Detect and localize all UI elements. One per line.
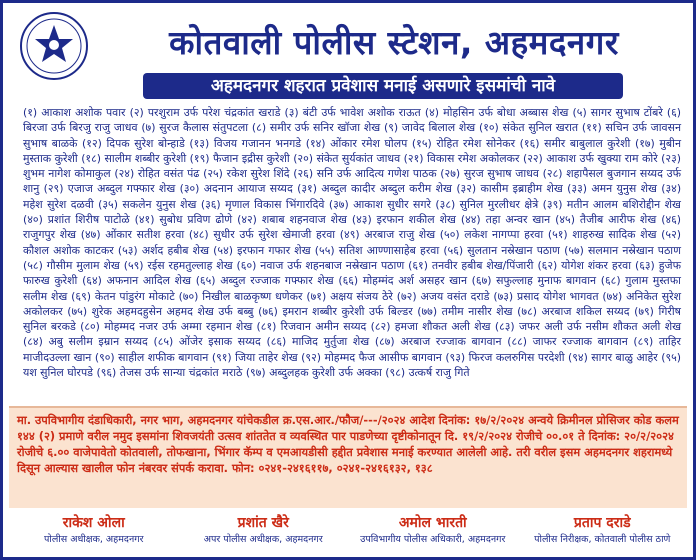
list-item: (६४) अफनान आदिल शेख <box>82 274 191 288</box>
notice-text: मा. उपविभागीय दंडाधिकारी, नगर भाग, अहमदनगर यांचेकडील क्र.एस.आर./फौज/---/२०२४ आदेश दिनांक: १७/२/२०२४ अन्वये क्रिमीनल प्रोसिजर कोड कलम १४४ (२) प्रमाणे वरील नमुद इसमांना शिवजयंती उत्सव शांततेत व व्यवस्थित पार पाडणेच्या दृष्टीकोनातून दि. १९/२/२०२४ रोजीचे ००.०१ ते दिनांक: २०/२/२०२४ रोजीचे ६.०० वाजेपावेतो कोतवाली, तोफखाना, भिंगार कॅम्प व एमआयडीसी हद्दीत प्रवेशास मनाई करण्यात आलेली आहे. तरी वरील इसम अहमदनगर शहरामध्ये दिसून आल्यास खालील फोन नंबरवर संपर्क करावा. फोन: ०२४१-२४१६११७, ०२४१-२४१६१३२, १३८ <box>9 406 687 508</box>
subtitle-banner: अहमदनगर शहरात प्रवेशास मनाई असणारे इसमांची नावे <box>143 73 623 99</box>
list-item: (९) जावेद बिलाल शेख <box>383 121 476 135</box>
list-item: (१७) मुबीन मुस्ताक कुरेशी <box>23 136 681 165</box>
list-item: (३५) सकलेन युनुस शेख <box>98 197 197 211</box>
list-item: (५९) रईस रहमतुल्लाह शेख <box>123 258 233 272</box>
list-item: (१४) ओंकार रमेश घोलप <box>305 136 408 150</box>
signatures <box>9 513 687 557</box>
header <box>9 9 693 69</box>
list-item: (४२) शबाब शहनवाज शेख <box>237 213 347 227</box>
list-item: (६९) केतन पांडुरंग मोकाटे <box>71 289 175 303</box>
list-item: (२) परशुराम उर्फ परेश चंद्रकांत खराडे <box>129 106 281 119</box>
list-item: (६६) मोहम्मंद अर्श असहर खान <box>338 274 467 288</box>
list-item: (४५) तैजीब आरीफ शेख <box>555 213 657 227</box>
list-item: (८) समीर उर्फ सनिर खॉजा शेख <box>251 121 381 135</box>
signatory-name: प्रशांत खैरे <box>237 515 289 531</box>
signature-block <box>353 513 513 557</box>
signature-block <box>183 513 343 557</box>
list-item: (८८) जाफर रज्जाक बागवान <box>507 335 628 349</box>
signatory-name: अमोल भारती <box>398 515 467 531</box>
list-item: (४४) तहा अन्वर खान <box>460 213 551 227</box>
list-item: (४६) राजुगपुर शेख <box>23 213 682 242</box>
list-item: (५७) सलमान नस्रेखान पठाण <box>564 243 681 257</box>
list-item: (११) सचिन उर्फ जावसन सुभाष बाळके <box>23 121 681 150</box>
list-item: (७६) इमरान शब्बीर कुरेशी उर्फ बिल्डर <box>258 304 413 318</box>
list-item: (६५) अब्दुल रज्जाक गफ्फार शेख <box>195 274 334 288</box>
signature-block <box>14 513 174 557</box>
list-item: (८९) ताहिर माजीदउल्ला खान <box>23 335 681 364</box>
list-item: (४१) सुबोध प्रविण ढोणे <box>134 213 233 227</box>
signatory-name: राकेश ओला <box>62 515 125 531</box>
list-item: (२०) संकेत सुर्यकांत जाधव <box>293 151 401 165</box>
list-item: (२१) विकास रमेश अकोलकर <box>403 151 520 165</box>
list-item: (३७) आकाश सुधीर सगरे <box>328 197 431 211</box>
list-item: (४३) इरफान शकील शेख <box>351 213 456 227</box>
list-item: (७९) गिरीष सुनिल बरकडे <box>23 304 681 334</box>
list-item: (५८) गौसीम मुलाम शेख <box>23 258 120 272</box>
list-item: (२८) शहापैसल बुजगान सय्यद उर्फ शानु <box>23 167 681 196</box>
list-item: (९५) यश सुनिल घोरपडे <box>23 350 682 380</box>
list-item: (८३) जफर अली उर्फ नसीम शौकत अली शेख <box>494 320 682 334</box>
list-item: (२३) शुभम नागेश कोमाकुल <box>23 151 681 181</box>
list-item: (७२) अजय वसंत दराडे <box>396 289 490 303</box>
list-item: (६८) गुलाम मुस्तफा सलीम शेख <box>23 274 681 303</box>
list-item: (३) बंटी उर्फ भावेश अशोक राऊत <box>284 106 421 119</box>
list-item: (३०) अदनान आयाज सय्यद <box>179 182 293 196</box>
list-item: (१५) रोहित रमेश सोनेकर <box>411 136 516 150</box>
signatory-title: पोलीस अधीक्षक, अहमदनगर <box>44 534 144 545</box>
list-item: (७) सुरज कैलास संतुपटला <box>141 121 249 135</box>
list-item: (४७) ओंकार सतीश हरवा <box>80 228 185 242</box>
list-item: (५२) कौशल अशोक काटकर <box>23 228 681 257</box>
list-item: (८२) हमजा शौकत अली शेख <box>370 320 491 334</box>
signature-block <box>522 513 682 557</box>
list-item: (६) बिरजा उर्फ बिरजु राजु जाधव <box>23 106 682 135</box>
list-item: (२२) आकाश उर्फ खुक्या राम कोरे <box>522 151 658 165</box>
list-item: (७३) प्रसाद योगेश भागवत <box>493 289 599 303</box>
list-item: (९४) सागर बाळु आहेर <box>568 350 658 364</box>
list-item: (८७) अरबाज रज्जाक बागवान <box>374 335 502 349</box>
list-item: (४) मोहसिन उर्फ बोधा अब्बास शेख <box>424 106 569 119</box>
list-item: (५) सागर सुभाष टोंबरे <box>572 106 663 119</box>
list-item: (६७) सफुल्लाह मुनाफ बागवान <box>471 274 597 288</box>
list-item: (८६) माजिद मुर्तुजा शेख <box>266 335 370 349</box>
list-item: (८५) ओंजेर इसाक सय्यद <box>153 335 261 349</box>
list-item: (५४) इरफान गफार शेख <box>213 243 311 257</box>
list-item: (१६) समीर बाबुलाल कुरेशी <box>519 136 631 150</box>
list-item: (३९) मतीन आलम बशिरोद्दीन शेख <box>542 197 681 211</box>
list-item: (६०) नवाज उर्फ शहनबाज नस्रेखान पठाण <box>236 258 405 272</box>
list-item: (८४) अबु सलीम इम्रान सय्यद <box>23 335 148 349</box>
list-item: (१) आकाश अशोक पवार <box>23 106 126 119</box>
list-item: (९२) मोहम्मद फैज आसीफ बागवान <box>301 350 442 364</box>
names-list <box>23 105 681 395</box>
signatory-name: प्रताप दराडे <box>573 515 631 531</box>
list-item: (७५) शुरेक अहमदहुसेन अहमद शेख उर्फ बब्बु <box>67 304 254 318</box>
list-item: (१२) दिपक सुरेश बोन्हाडे <box>82 136 185 150</box>
list-item: (५५) सतिश आण्णासाहेब हरवा <box>314 243 440 257</box>
signatory-title: अपर पोलीस अधीक्षक, अहमदनगर <box>203 534 323 545</box>
list-item: (९३) फिरज कलरुगिस परदेशी <box>445 350 565 364</box>
list-item: (४०) प्रशांत शिरीष पाटोळे <box>23 213 130 227</box>
list-item: (३२) कासीम इब्राहीम शेख <box>456 182 563 196</box>
list-item: (३३) अमन युनुस शेख <box>567 182 657 196</box>
signatory-title: उपविभागीय पोलीस अधिकारी, अहमदनगर <box>360 534 506 545</box>
list-item: (६१) तनवीर हबीब शेख/पिंजारी <box>408 258 534 272</box>
list-item: (१०) संकेत सुनिल खरात <box>478 121 579 135</box>
list-item: (७७) तमीम नासीर शेख <box>417 304 513 318</box>
list-item: (३१) अब्दुल कादीर अब्दुल करीम शेख <box>297 182 452 196</box>
list-item: (६२) योगेश शंकर हरवा <box>537 258 632 272</box>
list-item: (३६) मृणाल विकास भिंगारदिवे <box>200 197 325 211</box>
list-item: (६३) हुजेफ फारुख कुरेशी <box>23 258 681 288</box>
list-item: (९७) अब्दुलहक कुरेशी उर्फ अक्का <box>245 366 382 380</box>
list-item: (७८) अरबाज शकिल सय्यद <box>517 304 630 318</box>
list-item: (२५) रकेश सुरेश शिंदे <box>203 167 290 181</box>
list-item: (७१) अक्षय संजय ठेरे <box>306 289 393 303</box>
list-item: (३८) सुनिल मुरलीधर क्षेत्रे <box>435 197 539 211</box>
list-item: (९६) तेजस उर्फ सान्या चंद्रकांत मराठे <box>96 366 243 380</box>
list-item: (९१) जिया ताहेर शेख <box>211 350 298 364</box>
list-item: (२७) सुरज सुभाष जाधव <box>440 167 539 181</box>
list-item: (२४) रोहित वसंत पंढ <box>114 167 200 181</box>
list-item: (४८) सुधीर उर्फ सुरेश खेमाजी हरवा <box>188 228 336 242</box>
list-item: (९८) उत्कर्ष राजु गिते <box>385 366 470 380</box>
police-emblem-icon <box>19 11 89 81</box>
list-item: (५०) लकेश नागप्पा हरवा <box>439 228 544 242</box>
page-title: कोतवाली पोलीस स्टेशन, अहमदनगर <box>169 23 619 62</box>
signatory-title: पोलीस निरीक्षक, कोतवाली पोलीस ठाणे <box>534 534 671 545</box>
list-item: (१९) फैजान इद्रीस कुरेशी <box>189 151 290 165</box>
list-item: (३४) महेश सुरेश दळवी <box>23 182 682 211</box>
list-item: (८१) रिजवान अमीन सय्यद <box>256 320 367 334</box>
list-item: (८०) मोहम्मद नजर उर्फ अम्मा रहमान शेख <box>80 320 253 334</box>
list-item: (५६) सुलतान नस्रेखान पठाण <box>443 243 560 257</box>
list-item: (९०) साहील शफीक बागवान <box>94 350 209 364</box>
list-item: (१८) सालीम शब्बीर कुरेशी <box>81 151 187 165</box>
list-item: (२९) एजाज अब्दुल गफ्फार शेख <box>43 182 176 196</box>
list-item: (५१) शाहरुख सादिक शेख <box>547 228 657 242</box>
list-item: (५३) अर्शद हबीब शेख <box>117 243 209 257</box>
list-item: (४९) अरबाज राजु शेख <box>339 228 436 242</box>
list-item: (७४) अनिकेत सुरेश अकोलकर <box>23 289 681 318</box>
list-item: (२६) सनि उर्फ आदित्य गणेश पाठक <box>293 167 437 181</box>
list-item: (१३) विजय गजानन भनगडे <box>189 136 302 150</box>
list-item: (७०) निखील बाळकृष्ण धणेकर <box>178 289 303 303</box>
